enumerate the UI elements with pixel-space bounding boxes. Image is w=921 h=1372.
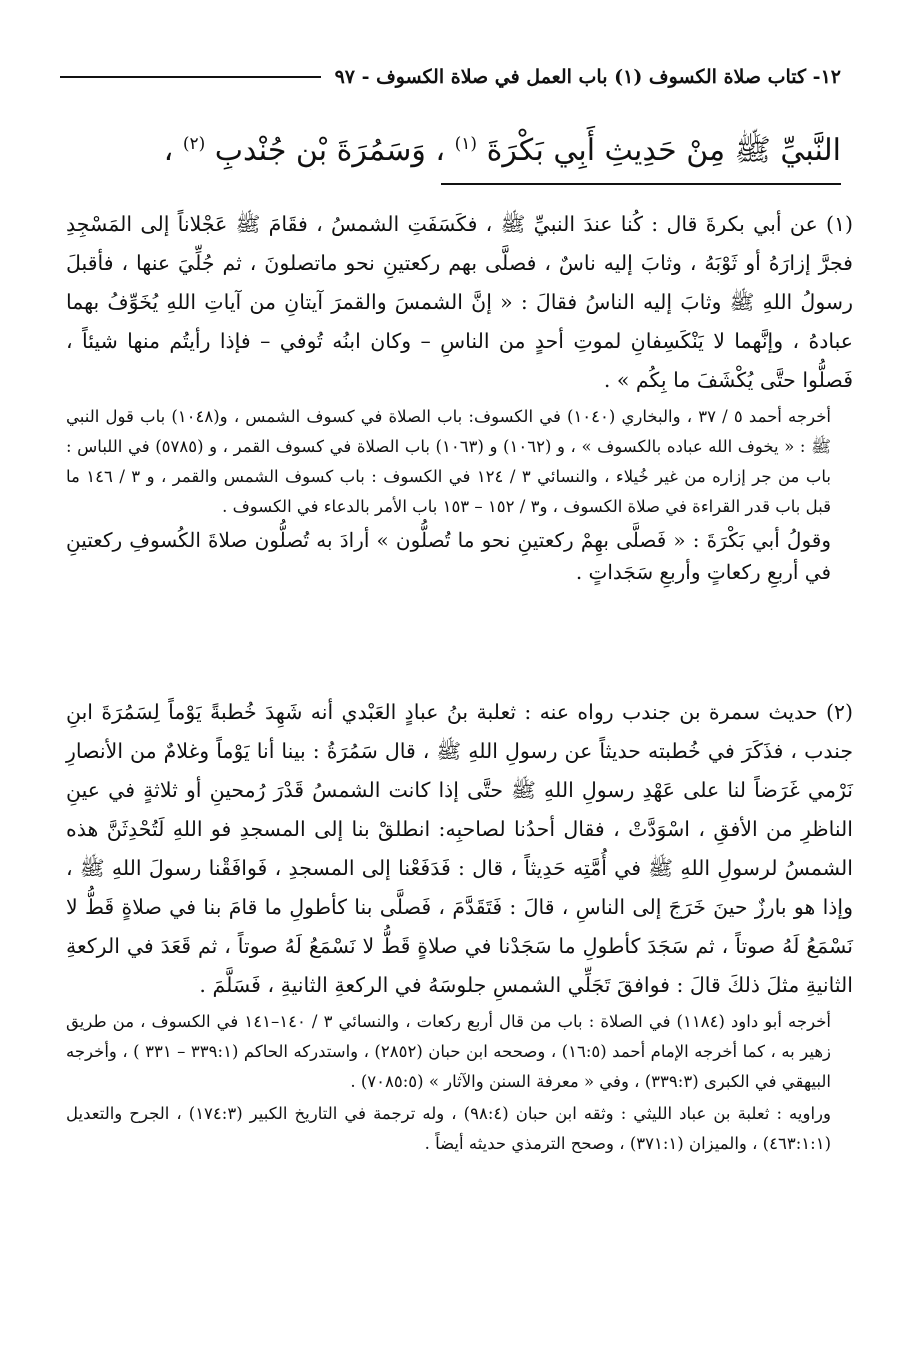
footnote-1-number: (١)	[825, 212, 853, 236]
main-text-part2: ، وَسَمُرَةَ بْنِ جُنْدبٍ	[214, 133, 446, 168]
footnote-2	[66, 693, 853, 1159]
footnote-1-text: عن أبي بكرةَ قال : كُنا عندَ النبيِّ ﷺ ، فكَسَفَتِ الشمسُ ، فقَامَ ﷺ عَجْلاناً إلى المَسْجِدِ فجرَّ إزارَهُ أو ثَوْبَهُ ، وثابَ إليه ناسٌ ، فصلَّى بهم ركعتينِ نحو ماتصلونَ ، ثم جُلِّيَ عنها ، فأقبلَ رسولُ اللهِ ﷺ وثابَ إليه الناسُ فقالَ : « إنَّ الشمسَ والقمرَ آيتانِ من آياتِ اللهِ يُخَوِّفُ بهما عبادهُ ، وإنَّهما لا يَنْكَسِفانِ لموتِ أحدٍ من الناسِ – وكان ابنُه تُوفي – فإذا رأيتُم منها شيئاً ، فَصلُّوا حتَّى يُكْشَفَ ما بِكُم » .	[66, 212, 853, 392]
main-text-part1: النَّبيِّ ﷺ مِنْ حَدِيثِ أَبِي بَكْرَةَ	[486, 133, 841, 168]
footnote-2-text: حديث سمرة بن جندب رواه عنه : ثعلبة بنُ عبادٍ العَبْدي أنه شَهِدَ خُطبةً يَوْماً لِسَمُرَةَ ابنِ جندب ، فذَكَرَ في خُطبته حديثاً عن رسولِ اللهِ ﷺ ، قال سَمُرَةُ : بينا أنا يَوْماً وغلامٌ من الأنصارِ نَرْمي غَرَضاً لنا على عَهْدِ رسولِ اللهِ ﷺ حتَّى إذا كانت الشمسُ قَدْرَ رُمحينِ أو ثلاثةٍ في عينِ الناظرِ من الأفقِ ، اسْوَدَّتْ ، فقال أحدُنا لصاحبِه: انطلقْ بنا إلى المسجدِ فو اللهِ لَتُحْدِثَنَّ هذه الشمسُ لرسولِ اللهِ ﷺ في أُمَّتِه حَدِيثاً ، قال : فَدَفَعْنا إلى المسجدِ ، فَوافَقْنا رسولَ اللهِ ﷺ ، وإذا هو بارزٌ حينَ خَرَجَ إلى الناسِ ، قالَ : فَتَقَدَّمَ ، فَصلَّى بنا كأطولِ ما قامَ بنا في صلاةٍ قَطُّ لا نَسْمَعُ لَهُ صوتاً ، ثم سَجَدَ كأطولِ ما سَجَدْنا في صلاةٍ قَطُّ لا نَسْمَعُ لَهُ صوتاً ، ثم قَعَدَ في الركعةِ الثانيةِ مثلَ ذلكَ قالَ : فوافقَ تَجَلِّي الشمسِ جلوسَهُ في الركعةِ الثانيةِ ، فَسَلَّمَ .	[66, 700, 853, 997]
footnote-2-number: (٢)	[825, 700, 853, 724]
footnote-1-body	[66, 205, 853, 400]
footnote-separator	[441, 183, 841, 185]
footnote-2-sources: أخرجه أبو داود (١١٨٤) في الصلاة : باب من قال أربع ركعات ، والنسائي ٣ / ١٤٠–١٤١ في الكسوف ، من طريق زهير به ، كما أخرجه الإمام أحمد (١٦:٥) ، وصححه ابن حبان (٢٨٥٢) ، واستدركه الحاكم (٣٣٩:١ – ٣٣١ ) ، وأخرجه البيهقي في الكبرى (٣٣٩:٣) ، وفي « معرفة السنن والآثار » (٧٠٨٥:٥) .	[66, 1012, 831, 1091]
footnote-1-sources: أخرجه أحمد ٥ / ٣٧ ، والبخاري (١٠٤٠) في الكسوف: باب الصلاة في كسوف الشمس ، و(١٠٤٨) باب قول النبي ﷺ : « يخوف الله عباده بالكسوف » ، و (١٠٦٢) و (١٠٦٣) باب الصلاة في كسوف القمر ، و (٥٧٨٥) في اللباس : باب من جر إزاره من غير خُيلاء ، والنسائي ٣ / ١٢٤ في الكسوف : باب كسوف الشمس والقمر ، و ٣ / ١٤٦ ما قبل باب قدر القراءة في صلاة الكسوف ، و٣ / ١٥٢ – ١٥٣ باب الأمر بالدعاء في الكسوف .	[66, 407, 831, 516]
main-text-part3: ،	[163, 133, 174, 168]
main-text-line	[70, 118, 841, 170]
footnote-2-body	[66, 693, 853, 1005]
header-title: ١٢- كتاب صلاة الكسوف (١) باب العمل في صلاة الكسوف - ٩٧	[334, 66, 841, 88]
footnote-ref-2: (٢)	[182, 134, 206, 154]
footnote-2-narrator: وراويه : ثعلبة بن عباد الليثي : وثقه ابن حبان (٩٨:٤) ، وله ترجمة في التاريخ الكبير (١٧٤:٣) ، الجرح والتعديل (٤٦٣:١:١) ، والميزان (٣٧١:١) ، وصحح الترمذي حديثه أيضاً .	[66, 1104, 831, 1153]
footnote-ref-1: (١)	[454, 134, 478, 154]
footnote-1-note: وقولُ أبي بَكْرَةَ : « فَصلَّى بهِمْ ركعتينِ نحو ما تُصلُّون » أرادَ به تُصلُّون صلاةَ الكُسوفِ ركعتينِ في أربعِ ركعاتٍ وأربعِ سَجَداتٍ .	[66, 528, 831, 584]
running-header	[60, 60, 841, 94]
header-rule	[60, 76, 321, 78]
footnote-1	[66, 205, 853, 588]
